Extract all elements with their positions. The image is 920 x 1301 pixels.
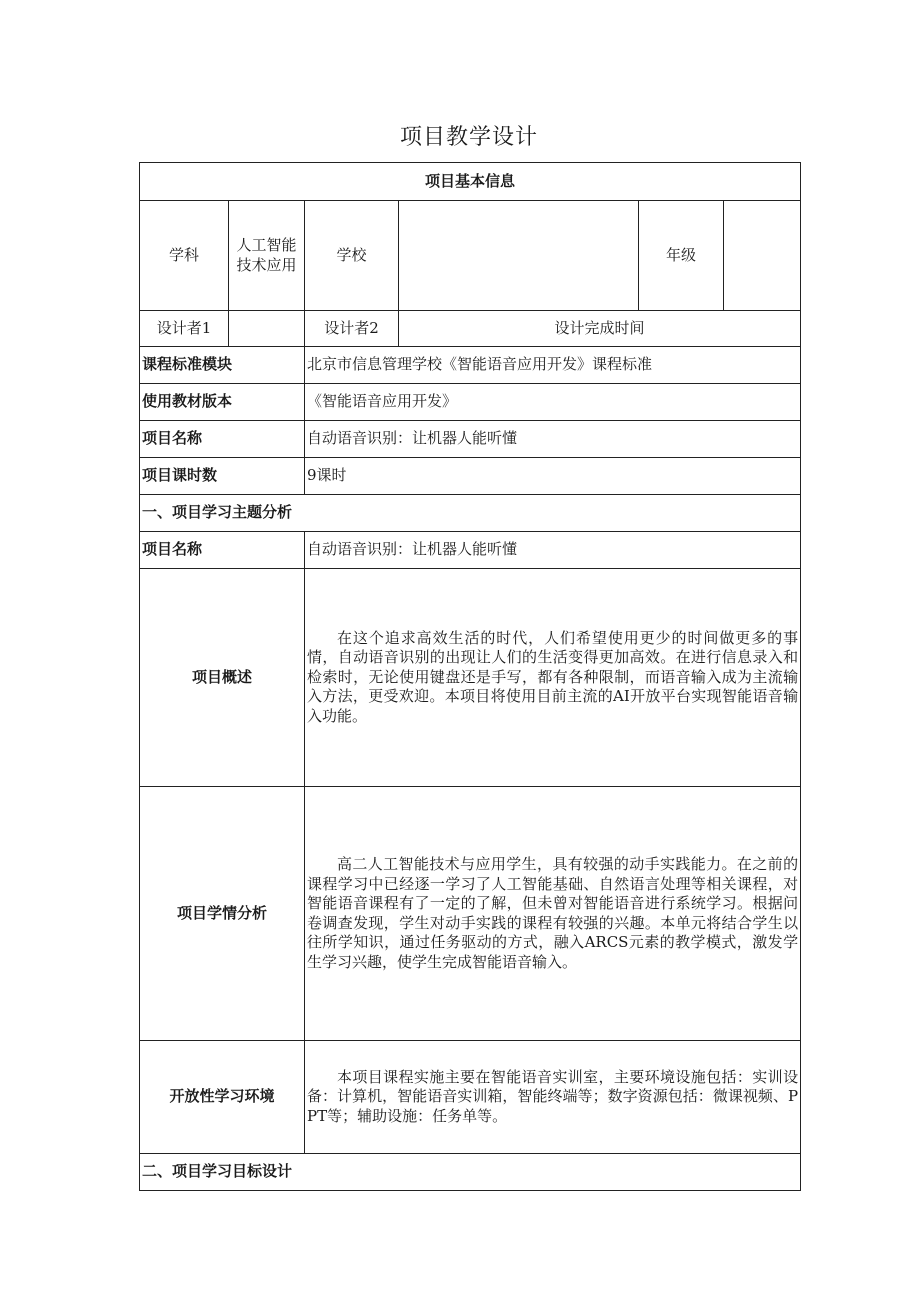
learner-analysis-text: 高二人工智能技术与应用学生，具有较强的动手实践能力。在之前的课程学习中已经逐一学习了人工智能基础、自然语言处理等相关课程，对智能语音课程有了一定的了解，但未曾对智能语音进行系统学习。根据问卷调查发现，学生对动手实践的课程有较强的兴趣。本单元将结合学生以往所学知识，通过任务驱动的方式，融入ARCS元素的教学模式，激发学生学习兴趣，使学生完成智能语音输入。 xyxy=(305,787,801,1041)
standard-value: 北京市信息管理学校《智能语音应用开发》课程标准 xyxy=(305,347,801,384)
designer2-label: 设计者2 xyxy=(305,311,399,347)
lesson-design-table xyxy=(139,162,801,1191)
section1-heading: 一、项目学习主题分析 xyxy=(140,495,801,532)
designer1-label: 设计者1 xyxy=(140,311,229,347)
section2-heading: 二、项目学习目标设计 xyxy=(140,1154,801,1191)
textbook-label: 使用教材版本 xyxy=(140,384,305,421)
school-value xyxy=(399,201,639,311)
designer1-value xyxy=(229,311,305,347)
overview-label: 项目概述 xyxy=(140,569,305,787)
project-name-value: 自动语音识别：让机器人能听懂 xyxy=(305,421,801,458)
textbook-value: 《智能语音应用开发》 xyxy=(305,384,801,421)
learner-analysis-label: 项目学情分析 xyxy=(140,787,305,1041)
basic-info-header: 项目基本信息 xyxy=(140,163,801,201)
environment-label: 开放性学习环境 xyxy=(140,1041,305,1154)
section1-project-name-value: 自动语音识别：让机器人能听懂 xyxy=(305,532,801,569)
environment-text: 本项目课程实施主要在智能语音实训室，主要环境设施包括：实训设备：计算机，智能语音实训箱，智能终端等；数字资源包括：微课视频、PPT等；辅助设施：任务单等。 xyxy=(305,1041,801,1154)
subject-value: 人工智能技术应用 xyxy=(229,201,305,311)
section1-project-name-label: 项目名称 xyxy=(140,532,305,569)
hours-value: 9课时 xyxy=(305,458,801,495)
subject-label: 学科 xyxy=(140,201,229,311)
page-title: 项目教学设计 xyxy=(399,125,538,150)
project-name-label: 项目名称 xyxy=(140,421,305,458)
completion-label: 设计完成时间 xyxy=(399,311,801,347)
grade-label: 年级 xyxy=(639,201,724,311)
grade-value xyxy=(724,201,801,311)
school-label: 学校 xyxy=(305,201,399,311)
hours-label: 项目课时数 xyxy=(140,458,305,495)
overview-text: 在这个追求高效生活的时代，人们希望使用更少的时间做更多的事情，自动语音识别的出现让人们的生活变得更加高效。在进行信息录入和检索时，无论使用键盘还是手写，都有各种限制，而语音输入成为主流输入方法，更受欢迎。本项目将使用目前主流的AI开放平台实现智能语音输入功能。 xyxy=(305,569,801,787)
standard-label: 课程标准模块 xyxy=(140,347,305,384)
